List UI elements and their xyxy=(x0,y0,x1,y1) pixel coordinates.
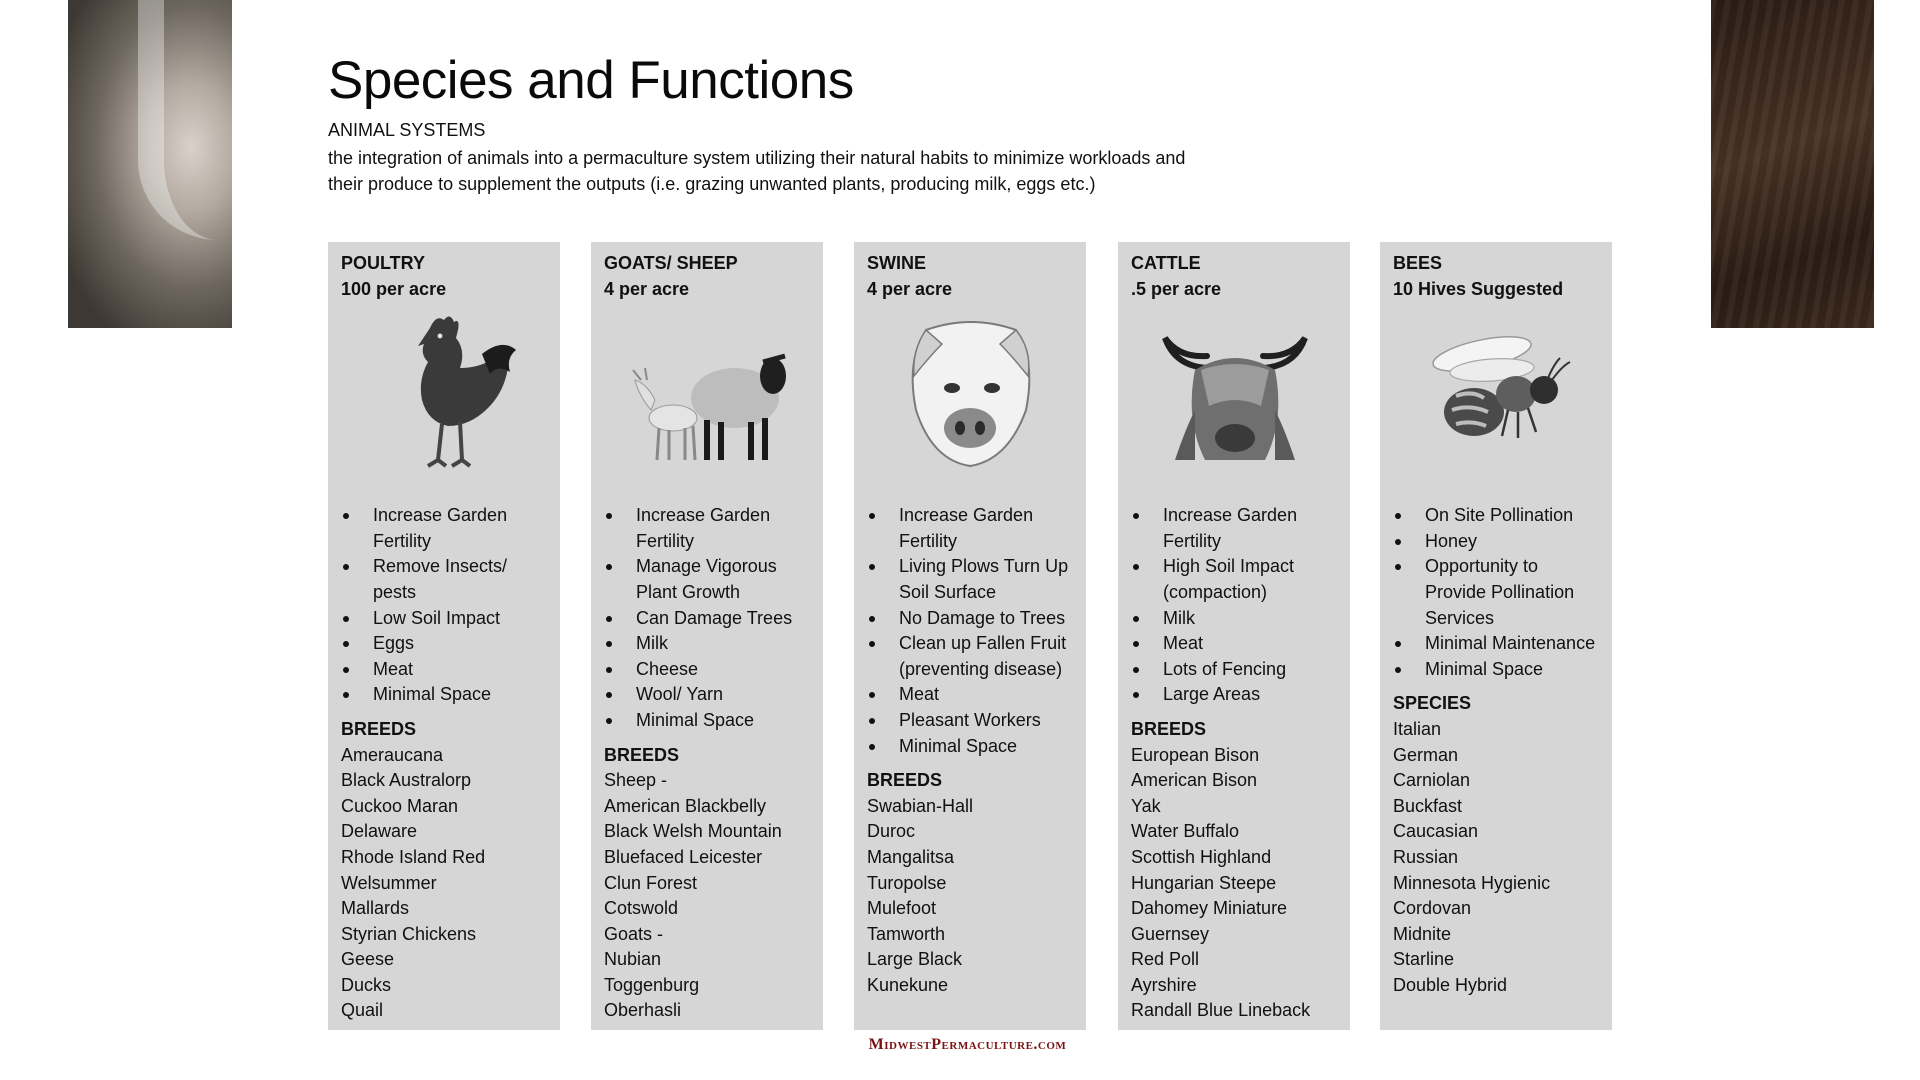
function-item: Minimal Space xyxy=(867,734,1074,760)
breed-item: Styrian Chickens xyxy=(341,923,477,944)
column-heading: POULTRY xyxy=(341,253,425,273)
function-item: No Damage to Trees xyxy=(867,606,1074,632)
function-item: Meat xyxy=(341,657,548,683)
function-item: Honey xyxy=(1393,529,1600,555)
highland-cow-icon xyxy=(1131,310,1338,485)
breed-item: Nubian xyxy=(604,949,662,970)
function-item: Clean up Fallen Fruit (preventing disease) xyxy=(867,631,1074,682)
breed-list xyxy=(341,743,548,1025)
column-poultry xyxy=(328,242,560,1030)
breed-item: American Blackbelly xyxy=(604,795,767,816)
function-item: Remove Insects/ pests xyxy=(341,554,548,605)
breed-item: Black Australorp xyxy=(341,770,472,791)
species-item: Caucasian xyxy=(1393,821,1479,842)
function-item: Living Plows Turn Up Soil Surface xyxy=(867,554,1074,605)
function-item: Minimal Space xyxy=(604,708,811,734)
function-item: Wool/ Yarn xyxy=(604,682,811,708)
breed-item: American Bison xyxy=(1131,770,1258,791)
function-item: High Soil Impact (compaction) xyxy=(1131,554,1338,605)
breed-item: Swabian-Hall xyxy=(867,795,974,816)
function-item: Large Areas xyxy=(1131,682,1338,708)
species-item: German xyxy=(1393,744,1459,765)
function-item: Milk xyxy=(604,631,811,657)
breed-item: Mulefoot xyxy=(867,898,937,919)
breed-item: Tamworth xyxy=(867,923,946,944)
function-item: Opportunity to Provide Pollination Services xyxy=(1393,554,1600,631)
breed-item: Randall Blue Lineback xyxy=(1131,1000,1311,1021)
breed-item: Oberhasli xyxy=(604,1000,682,1021)
column-rate: 100 per acre xyxy=(341,278,447,299)
breed-item: Mallards xyxy=(341,898,410,919)
breed-item: Water Buffalo xyxy=(1131,821,1240,842)
column-rate: 4 per acre xyxy=(604,278,690,299)
function-item: Lots of Fencing xyxy=(1131,657,1338,683)
species-item: Russian xyxy=(1393,846,1459,867)
function-item: Cheese xyxy=(604,657,811,683)
species-item: Midnite xyxy=(1393,923,1452,944)
breed-list xyxy=(867,794,1074,999)
breed-item: Toggenburg xyxy=(604,974,700,995)
breed-item: Yak xyxy=(1131,795,1161,816)
breed-item: Quail xyxy=(341,1000,384,1021)
breed-item: Sheep - xyxy=(604,770,668,791)
species-item: Carniolan xyxy=(1393,770,1471,791)
function-item: Eggs xyxy=(341,631,548,657)
breed-item: Clun Forest xyxy=(604,872,698,893)
function-item: Minimal Space xyxy=(1393,657,1600,683)
species-item: Double Hybrid xyxy=(1393,974,1508,995)
function-item: Increase Garden Fertility xyxy=(341,503,548,554)
function-item: Milk xyxy=(1131,606,1338,632)
column-heading: GOATS/ SHEEP xyxy=(604,253,738,273)
breed-item: Cuckoo Maran xyxy=(341,795,459,816)
breed-item: Scottish Highland xyxy=(1131,846,1272,867)
breed-item: Guernsey xyxy=(1131,923,1210,944)
function-item: Manage Vigorous Plant Growth xyxy=(604,554,811,605)
function-item: Increase Garden Fertility xyxy=(1131,503,1338,554)
column-swine xyxy=(854,242,1086,1030)
goat-and-sheep-icon xyxy=(604,310,811,485)
function-item: On Site Pollination xyxy=(1393,503,1600,529)
species-label: SPECIES xyxy=(1393,693,1472,714)
breed-item: Kunekune xyxy=(867,974,949,995)
bee-icon xyxy=(1393,310,1600,485)
species-item: Buckfast xyxy=(1393,795,1463,816)
function-item: Meat xyxy=(867,682,1074,708)
function-item: Can Damage Trees xyxy=(604,606,811,632)
breed-item: Dahomey Miniature xyxy=(1131,898,1288,919)
breeds-label: BREEDS xyxy=(1131,718,1207,739)
breed-list xyxy=(1131,743,1338,1025)
breeds-label: BREEDS xyxy=(867,770,943,791)
breed-item: Hungarian Steepe xyxy=(1131,872,1277,893)
function-item: Minimal Space xyxy=(341,682,548,708)
column-rate: 4 per acre xyxy=(867,278,953,299)
column-goats-sheep xyxy=(591,242,823,1030)
column-rate: .5 per acre xyxy=(1131,278,1222,299)
species-item: Minnesota Hygienic xyxy=(1393,872,1551,893)
breed-item: Ameraucana xyxy=(341,744,444,765)
breed-item: Duroc xyxy=(867,821,916,842)
species-list xyxy=(1393,717,1600,999)
column-cattle xyxy=(1118,242,1350,1030)
breed-list xyxy=(604,768,811,1024)
breed-item: Red Poll xyxy=(1131,949,1200,970)
species-item: Starline xyxy=(1393,949,1455,970)
breed-item: Turopolse xyxy=(867,872,947,893)
breed-item: Bluefaced Leicester xyxy=(604,846,763,867)
pig-icon xyxy=(867,310,1074,485)
footer-website: MidwestPermaculture.com xyxy=(868,1036,1067,1053)
column-bees xyxy=(1380,242,1612,1030)
column-heading: BEES xyxy=(1393,253,1443,273)
breed-item: Mangalitsa xyxy=(867,846,955,867)
page-title: Species and Functions xyxy=(328,51,854,110)
breed-item: Welsummer xyxy=(341,872,437,893)
breed-item: Delaware xyxy=(341,821,418,842)
function-item: Low Soil Impact xyxy=(341,606,548,632)
breed-item: Ducks xyxy=(341,974,392,995)
section-description: the integration of animals into a permaculture system utilizing their natural habits to minimize workloads and their produce to supplement the outputs (i.e. grazing unwanted plants, producing milk, eggs etc.) xyxy=(328,148,1186,194)
breed-item: Goats - xyxy=(604,923,664,944)
breeds-label: BREEDS xyxy=(341,718,417,739)
function-item: Minimal Maintenance xyxy=(1393,631,1600,657)
function-item: Meat xyxy=(1131,631,1338,657)
column-heading: SWINE xyxy=(867,253,927,273)
breed-item: Geese xyxy=(341,949,395,970)
breeds-label: BREEDS xyxy=(604,744,680,765)
breed-item: European Bison xyxy=(1131,744,1260,765)
function-item: Increase Garden Fertility xyxy=(604,503,811,554)
breed-item: Black Welsh Mountain xyxy=(604,821,782,842)
left-photo-edge xyxy=(68,0,232,328)
breed-item: Rhode Island Red xyxy=(341,846,486,867)
column-heading: CATTLE xyxy=(1131,253,1201,273)
column-rate: 10 Hives Suggested xyxy=(1393,278,1564,299)
species-item: Cordovan xyxy=(1393,898,1472,919)
section-subtitle: ANIMAL SYSTEMS xyxy=(328,120,486,140)
breed-item: Cotswold xyxy=(604,898,679,919)
function-item: Pleasant Workers xyxy=(867,708,1074,734)
species-item: Italian xyxy=(1393,718,1442,739)
right-photo-edge xyxy=(1711,0,1874,328)
rooster-icon xyxy=(341,310,548,485)
breed-item: Large Black xyxy=(867,949,963,970)
breed-item: Ayrshire xyxy=(1131,974,1197,995)
function-item: Increase Garden Fertility xyxy=(867,503,1074,554)
